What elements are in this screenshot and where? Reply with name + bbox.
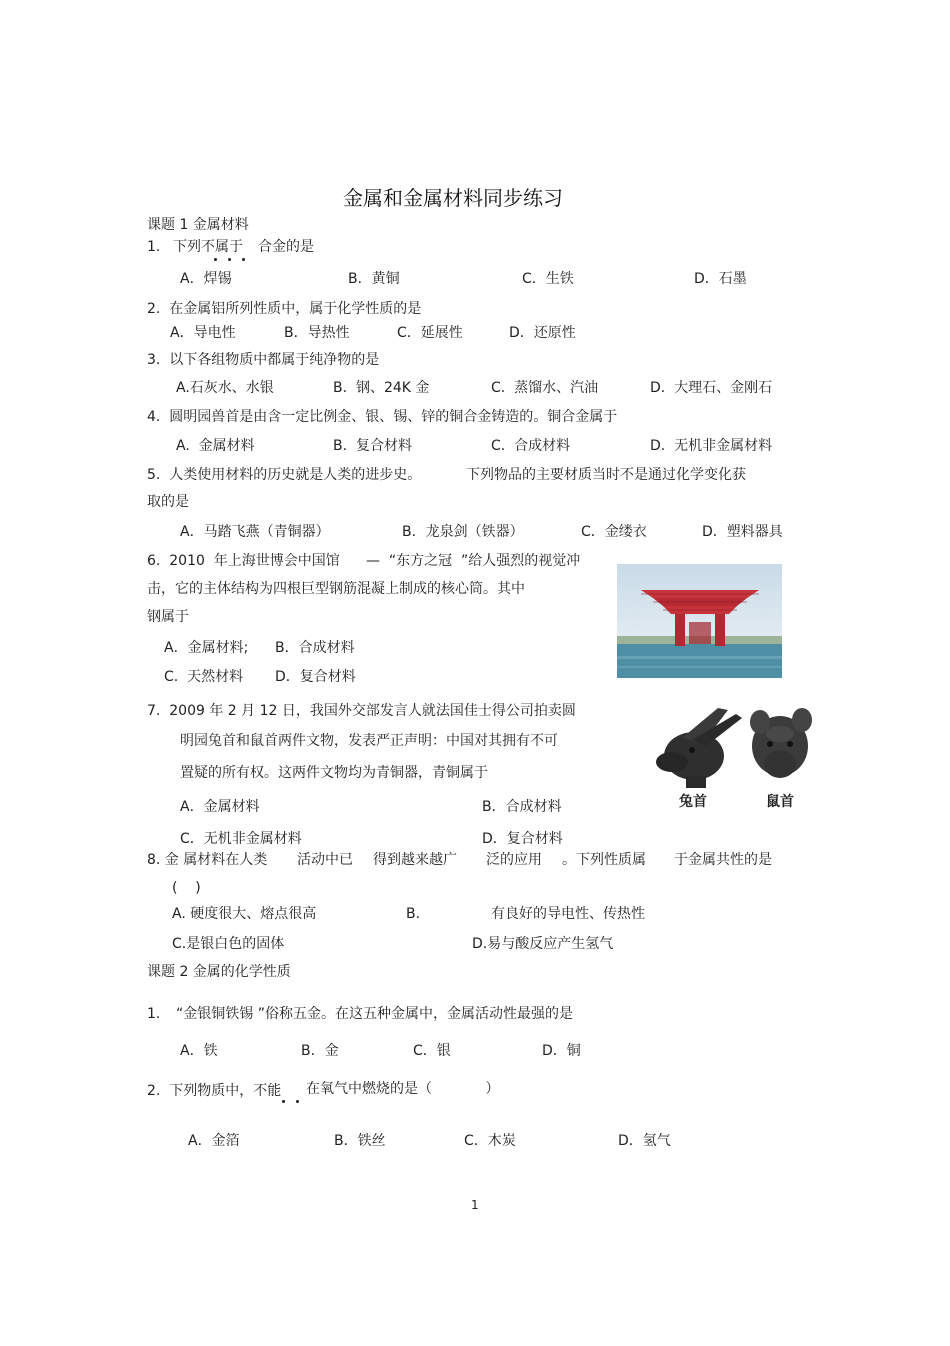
rabbit-head-label: 兔首 <box>679 794 707 810</box>
q4-option-b: B. 复合材料 <box>333 438 412 454</box>
s2-q1-option-a: A．铁 <box>180 1043 218 1059</box>
q8-option-d: D.易与酸反应产生氢气 <box>472 936 614 952</box>
s2-q2-stem-a: 2. 下列物质中，不能 <box>147 1083 282 1099</box>
q8-line1-b: 活动中已 <box>297 852 353 868</box>
q6-option-b: B．合成材料 <box>275 640 355 656</box>
q6-line1-b: — “东方之冠 ”给人强烈的视觉冲 <box>366 553 581 569</box>
s2-q2-option-d: D．氢气 <box>618 1133 671 1149</box>
emphasis-dot <box>282 1100 285 1103</box>
q1-stem-a: 下列不属于 <box>173 239 243 255</box>
q5-option-d: D．塑料器具 <box>702 524 783 540</box>
q1-number: 1. <box>147 239 161 255</box>
s2-q1-option-c: C．银 <box>413 1043 451 1059</box>
q6-line3: 钢属于 <box>147 609 189 625</box>
q1-option-d: D．石墨 <box>694 271 747 287</box>
q2-option-b: B．导热性 <box>284 325 350 341</box>
q8-option-b: 有良好的导电性、传热性 <box>491 906 645 922</box>
q7-line3: 置疑的所有权。这两件文物均为青铜器，青铜属于 <box>180 765 488 781</box>
china-pavilion-image <box>617 564 782 678</box>
q5-option-c: C．金缕衣 <box>581 524 647 540</box>
q1-option-a: A．焊锡 <box>180 271 232 287</box>
rat-head-label: 鼠首 <box>766 794 794 810</box>
s2-q1-option-d: D．铜 <box>542 1043 581 1059</box>
q8-line1-f: 于金属共性的是 <box>674 852 772 868</box>
q8-option-a: A. 硬度很大、熔点很高 <box>172 906 317 922</box>
q5-line2: 取的是 <box>147 494 189 510</box>
q5-option-b: B．龙泉剑（铁器） <box>402 524 524 540</box>
q4-option-d: D. 无机非金属材料 <box>650 438 773 454</box>
q1-option-c: C．生铁 <box>522 271 574 287</box>
emphasis-dot <box>296 1100 299 1103</box>
q7-option-a: A．金属材料 <box>180 799 260 815</box>
s2-q2-option-b: B．铁丝 <box>334 1133 386 1149</box>
q3-option-a: A.石灰水、水银 <box>176 380 274 396</box>
q2-stem: 2. 在金属铝所列性质中，属于化学性质的是 <box>147 301 422 317</box>
q8-line1-a: 8. 金 属材料在人类 <box>147 852 268 868</box>
q6-option-c: C. 天然材料 <box>164 669 244 685</box>
q5-line1-a: 5. 人类使用材料的历史就是人类的进步史。 <box>147 467 422 483</box>
page-title: 金属和金属材料同步练习 <box>343 186 563 210</box>
q4-option-c: C. 合成材料 <box>491 438 571 454</box>
q3-option-d: D. 大理石、金刚石 <box>650 380 773 396</box>
q8-option-c: C.是银白色的固体 <box>172 936 285 952</box>
q8-line1-c: 得到越来越广 <box>373 852 457 868</box>
q7-option-d: D．复合材料 <box>482 831 563 847</box>
q8-line1-e: 。下列性质属 <box>562 852 646 868</box>
s2-q2-stem-b: 在氧气中燃烧的是（ ） <box>306 1081 500 1097</box>
q2-option-a: A．导电性 <box>170 325 236 341</box>
q7-option-b: B．合成材料 <box>482 799 562 815</box>
emphasis-dot <box>228 258 231 261</box>
q3-option-b: B. 钢、24K 金 <box>333 380 430 396</box>
section-heading-1: 课题 1 金属材料 <box>147 217 249 233</box>
q4-stem: 4. 圆明园兽首是由含一定比例金、银、锡、锌的铜合金铸造的。铜合金属于 <box>147 409 618 425</box>
q7-line1: 7. 2009 年 2 月 12 日，我国外交部发言人就法国佳士得公司拍卖圆 <box>147 703 576 719</box>
q8-line1-d: 泛的应用 <box>486 852 542 868</box>
q7-option-c: C．无机非金属材料 <box>180 831 302 847</box>
q6-option-a: A．金属材料; <box>164 640 249 656</box>
q2-option-c: C．延展性 <box>397 325 463 341</box>
q1-stem-b: 合金的是 <box>258 239 314 255</box>
q4-option-a: A. 金属材料 <box>176 438 255 454</box>
q1-option-b: B．黄铜 <box>348 271 400 287</box>
q6-line2: 击，它的主体结构为四根巨型钢筋混凝上制成的核心筒。其中 <box>147 581 525 597</box>
page-number: 1 <box>471 1198 479 1212</box>
emphasis-dot <box>242 258 245 261</box>
section-heading-2: 课题 2 金属的化学性质 <box>147 964 291 980</box>
q6-option-d: D．复合材料 <box>275 669 356 685</box>
s2-q1-number: 1. <box>147 1006 161 1022</box>
q8-option-b-letter: B. <box>406 906 421 922</box>
q5-option-a: A．马踏飞燕（青铜器） <box>180 524 330 540</box>
q7-line2: 明园兔首和鼠首两件文物，发表严正声明：中国对其拥有不可 <box>180 733 558 749</box>
q3-option-c: C. 蒸馏水、汽油 <box>491 380 599 396</box>
s2-q1-stem: “金银铜铁锡 ”俗称五金。在这五种金属中，金属活动性最强的是 <box>176 1006 573 1022</box>
s2-q2-option-c: C．木炭 <box>464 1133 516 1149</box>
s2-q2-option-a: A．金箔 <box>188 1133 240 1149</box>
emphasis-dot <box>214 258 217 261</box>
q5-line1-b: 下列物品的主要材质当时不是通过化学变化获 <box>466 467 746 483</box>
q3-stem: 3. 以下各组物质中都属于纯净物的是 <box>147 352 380 368</box>
q6-line1-a: 6. 2010 年上海世博会中国馆 <box>147 553 340 569</box>
bronze-heads-image <box>652 704 818 790</box>
q2-option-d: D．还原性 <box>509 325 576 341</box>
s2-q1-option-b: B．金 <box>301 1043 339 1059</box>
q8-answer-paren: ( ) <box>172 880 201 896</box>
